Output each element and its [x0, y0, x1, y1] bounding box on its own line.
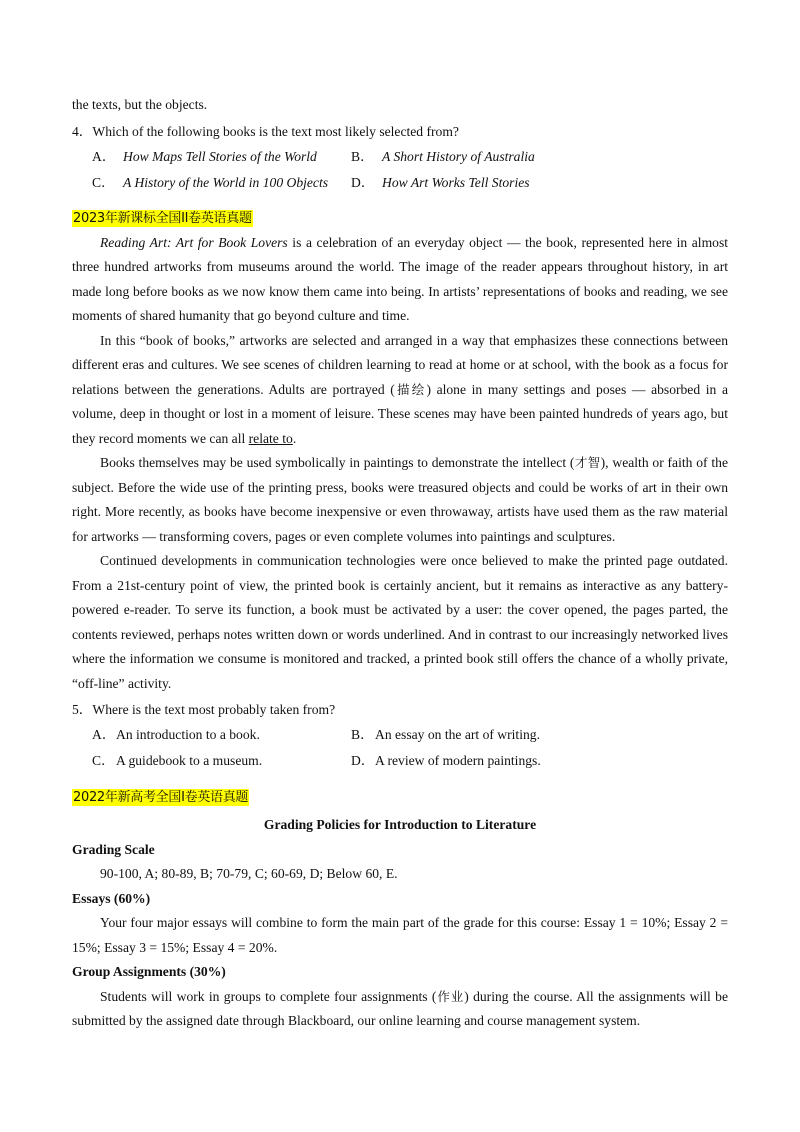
question-4-options — [92, 144, 728, 196]
passage-title: Grading Policies for Introduction to Literature — [263, 817, 537, 832]
option-4b: B． A Short History of Australia — [351, 148, 535, 164]
continuation-text: the texts, but the objects. — [72, 97, 208, 112]
option-5b: B． An essay on the art of writing. — [351, 727, 540, 743]
source-tag-2022: 2022年新高考全国I卷英语真题 — [73, 789, 249, 805]
grading-scale-text: 90-100, A; 80-89, B; 70-79, C; 60-69, D; Below 60, E. — [100, 866, 398, 881]
option-5c: C． A guidebook to a museum. — [92, 753, 263, 769]
underlined-phrase: relate to — [248, 430, 293, 446]
paragraph-4: Continued developments in communication technologies were once believed to make the printed page outdated. From a 21st-century point of view, the printed book is certainly ancient, but it remains as interactive as any battery-powered e-reader. To serve its function, a book must be activated by a user: the cover opened, the pages parted, the contents reviewed, perhaps notes written down or words underlined. And in contrast to our increasingly networked lives where the information we consume is monitored and tracked, a printed book still offers the chance of a wholly private, “off-line” activity. — [72, 553, 728, 691]
heading-essays: Essays (60%) — [72, 890, 151, 906]
paragraph-3: Books themselves may be used symbolically in paintings to demonstrate the intellect (才智), wealth or faith of the subject. Before the wide use of the printing press, books were treasured objects and could be works of art in their own right. More recently, as books have become inexpensive or even throwaway, artists have used them as the raw material for artworks — transforming covers, pages or even complete volumes into paintings and sculptures. — [72, 455, 728, 544]
option-5a: A． An introduction to a book. — [92, 727, 260, 743]
essays-text: Your four major essays will combine to form the main part of the grade for this course: Essay 1 = 10%; Essay 2 = 15%; Essay 3 = 15%; Essay 4 = 20%. — [72, 915, 728, 955]
document-page — [72, 93, 728, 1034]
question-4-stem: 4．Which of the following books is the text most likely selected from? — [72, 123, 459, 139]
option-4a: A． How Maps Tell Stories of the World — [92, 148, 317, 164]
heading-group-assignments: Group Assignments (30%) — [72, 964, 226, 979]
option-5d: D． A review of modern paintings. — [351, 753, 541, 769]
option-4d: D． How Art Works Tell Stories — [351, 174, 530, 190]
paragraph-2: In this “book of books,” artworks are selected and arranged in a way that emphasizes these connections between different eras and cultures. We see scenes of children learning to read at home or at school, with the book as a focus for relations between the generations. Adults are portrayed (描绘) alone in many settings and poses — absorbed in a volume, deep in thought or lost in a moment of leisure. These scenes may have been painted hundreds of years ago, but they record moments we can all relate to. — [72, 332, 728, 446]
question-5-stem: 5．Where is the text most probably taken from? — [72, 702, 336, 717]
heading-grading-scale: Grading Scale — [72, 841, 155, 857]
question-5-options — [92, 723, 728, 775]
option-4c: C． A History of the World in 100 Objects — [92, 174, 329, 190]
group-assignments-text: Students will work in groups to complete four assignments (作业) during the course. All the assignments will be submitted by the assigned date through Blackboard, our online learning and course management system. — [72, 988, 728, 1028]
source-tag-2023: 2023年新课标全国II卷英语真题 — [73, 211, 252, 226]
paragraph-1: Reading Art: Art for Book Lovers is a celebration of an everyday object — the book, represented here in almost three hundred artworks from museums around the world. The image of the reader appears throughout history, in art made long before books as we now know them came into being. In artists’ representations of books and reading, we see moments of shared humanity that go beyond culture and time. — [72, 234, 729, 323]
